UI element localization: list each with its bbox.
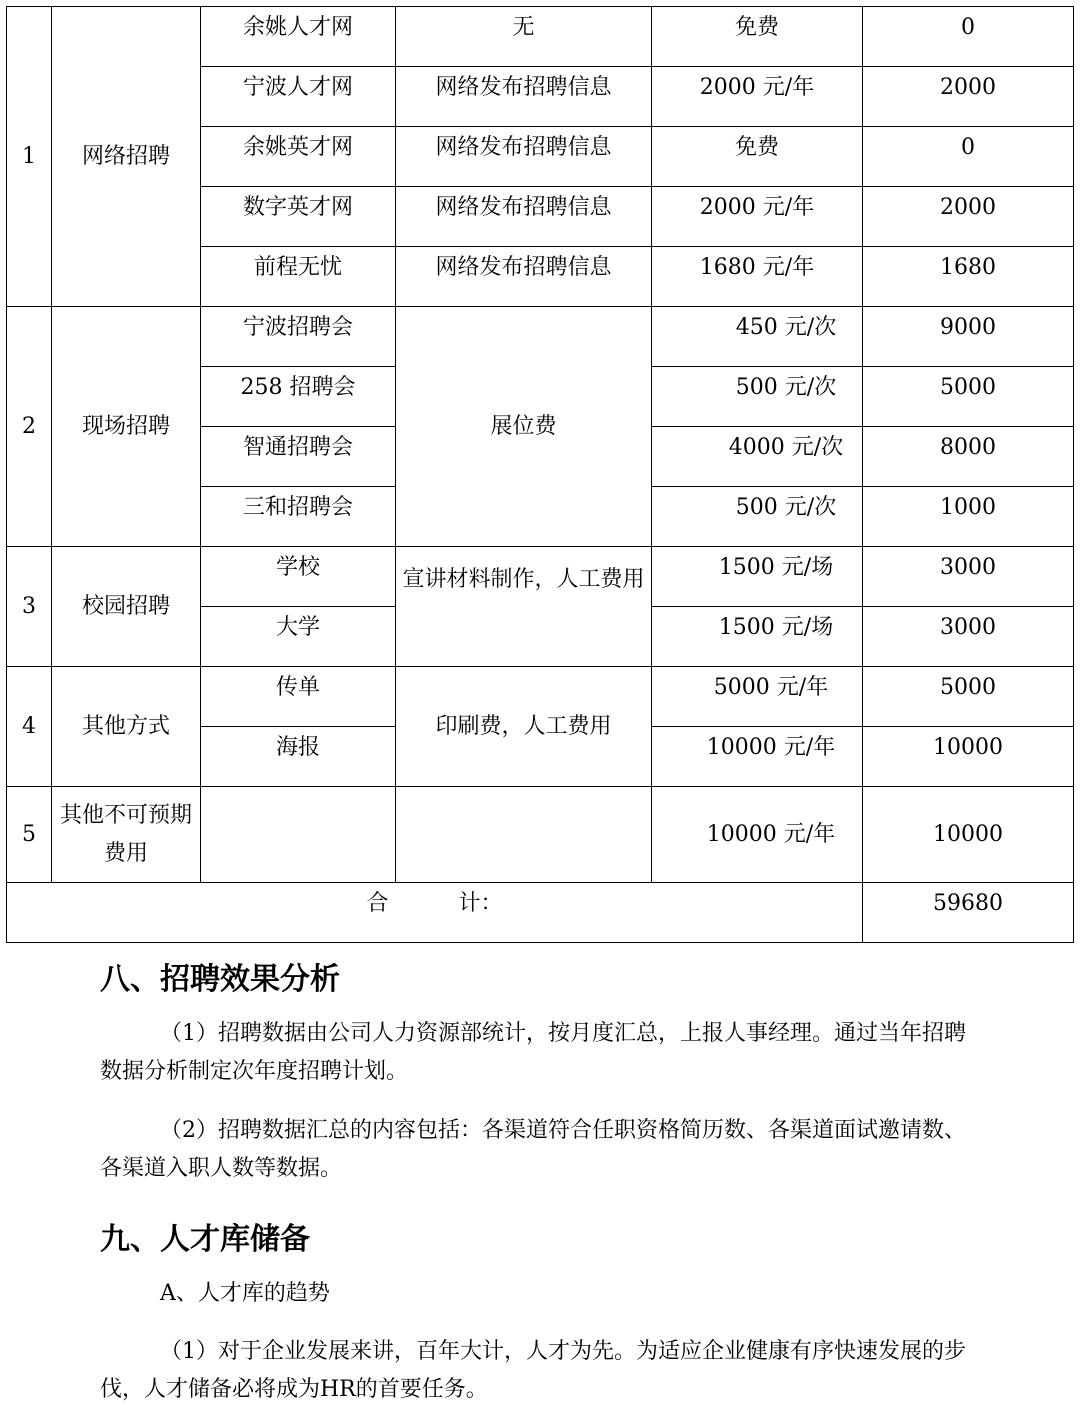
channel-cell: 大学 bbox=[201, 607, 396, 667]
price-cell: 2000 元/年 bbox=[652, 187, 863, 247]
table-row bbox=[7, 307, 1074, 367]
amount-cell: 3000 bbox=[863, 547, 1074, 607]
row-number: 3 bbox=[7, 547, 52, 667]
section9-paragraph-1: （1）对于企业发展来讲，百年大计，人才为先。为适应企业健康有序快速发展的步伐，人才储备必将成为HR的首要任务。 bbox=[100, 1339, 966, 1402]
channel-cell: 智通招聘会 bbox=[201, 427, 396, 487]
channel-cell: 258 招聘会 bbox=[201, 367, 396, 427]
channel-cell bbox=[201, 787, 396, 883]
content-cell: 印刷费，人工费用 bbox=[396, 667, 652, 787]
total-label bbox=[7, 883, 863, 943]
recruit-method: 校园招聘 bbox=[52, 547, 201, 667]
price-cell: 免费 bbox=[652, 127, 863, 187]
amount-cell: 0 bbox=[863, 127, 1074, 187]
amount-cell: 5000 bbox=[863, 367, 1074, 427]
content-cell: 展位费 bbox=[396, 307, 652, 547]
channel-cell: 余姚英才网 bbox=[201, 127, 396, 187]
section8-paragraph-1: （1）招聘数据由公司人力资源部统计，按月度汇总，上报人事经理。通过当年招聘数据分析制定次年度招聘计划。 bbox=[100, 1021, 966, 1084]
content-cell: 无 bbox=[396, 7, 652, 67]
price-cell: 10000 元/年 bbox=[652, 727, 863, 787]
content-cell: 网络发布招聘信息 bbox=[396, 187, 652, 247]
total-row bbox=[7, 883, 1074, 943]
amount-cell: 0 bbox=[863, 7, 1074, 67]
table-row bbox=[7, 787, 1074, 883]
amount-cell: 10000 bbox=[863, 727, 1074, 787]
recruit-method: 网络招聘 bbox=[52, 7, 201, 307]
channel-cell: 前程无忧 bbox=[201, 247, 396, 307]
channel-cell: 宁波招聘会 bbox=[201, 307, 396, 367]
price-cell: 2000 元/年 bbox=[652, 67, 863, 127]
price-cell: 500 元/次 bbox=[652, 367, 863, 427]
content-cell: 网络发布招聘信息 bbox=[396, 247, 652, 307]
recruit-method: 现场招聘 bbox=[52, 307, 201, 547]
amount-cell: 1000 bbox=[863, 487, 1074, 547]
recruit-method: 其他方式 bbox=[52, 667, 201, 787]
row-number: 1 bbox=[7, 7, 52, 307]
table-row bbox=[7, 667, 1074, 727]
channel-cell: 学校 bbox=[201, 547, 396, 607]
row-number: 4 bbox=[7, 667, 52, 787]
total-label-ji: 计： bbox=[458, 891, 503, 916]
section8-paragraph-2: （2）招聘数据汇总的内容包括：各渠道符合任职资格简历数、各渠道面试邀请数、各渠道入职人数等数据。 bbox=[100, 1118, 966, 1181]
row-number: 5 bbox=[7, 787, 52, 883]
table-row bbox=[7, 7, 1074, 67]
amount-cell: 5000 bbox=[863, 667, 1074, 727]
content-cell bbox=[396, 787, 652, 883]
price-cell: 5000 元/年 bbox=[652, 667, 863, 727]
amount-cell: 10000 bbox=[863, 787, 1074, 883]
row-number: 2 bbox=[7, 307, 52, 547]
channel-cell: 宁波人才网 bbox=[201, 67, 396, 127]
price-cell: 免费 bbox=[652, 7, 863, 67]
amount-cell: 3000 bbox=[863, 607, 1074, 667]
channel-cell: 数字英才网 bbox=[201, 187, 396, 247]
amount-cell: 8000 bbox=[863, 427, 1074, 487]
price-cell: 10000 元/年 bbox=[652, 787, 863, 883]
channel-cell: 余姚人才网 bbox=[201, 7, 396, 67]
channel-cell: 传单 bbox=[201, 667, 396, 727]
price-cell: 450 元/次 bbox=[652, 307, 863, 367]
channel-cell: 海报 bbox=[201, 727, 396, 787]
amount-cell: 9000 bbox=[863, 307, 1074, 367]
recruitment-cost-table bbox=[6, 6, 1074, 943]
price-cell: 1500 元/场 bbox=[652, 547, 863, 607]
price-cell: 1500 元/场 bbox=[652, 607, 863, 667]
section9-subheading-a: A、人才库的趋势 bbox=[160, 1281, 330, 1306]
total-value: 59680 bbox=[863, 883, 1074, 943]
table-row bbox=[7, 547, 1074, 607]
section8-title: 八、招聘效果分析 bbox=[100, 962, 340, 997]
price-cell: 1680 元/年 bbox=[652, 247, 863, 307]
amount-cell: 2000 bbox=[863, 187, 1074, 247]
section9-title: 九、人才库储备 bbox=[100, 1222, 310, 1257]
total-label-he: 合 bbox=[366, 891, 389, 916]
channel-cell: 三和招聘会 bbox=[201, 487, 396, 547]
price-cell: 4000 元/次 bbox=[652, 427, 863, 487]
content-cell: 网络发布招聘信息 bbox=[396, 67, 652, 127]
amount-cell: 1680 bbox=[863, 247, 1074, 307]
price-cell: 500 元/次 bbox=[652, 487, 863, 547]
content-cell: 网络发布招聘信息 bbox=[396, 127, 652, 187]
recruit-method: 其他不可预期费用 bbox=[52, 787, 201, 883]
amount-cell: 2000 bbox=[863, 67, 1074, 127]
content-cell: 宣讲材料制作，人工费用 bbox=[396, 547, 652, 667]
